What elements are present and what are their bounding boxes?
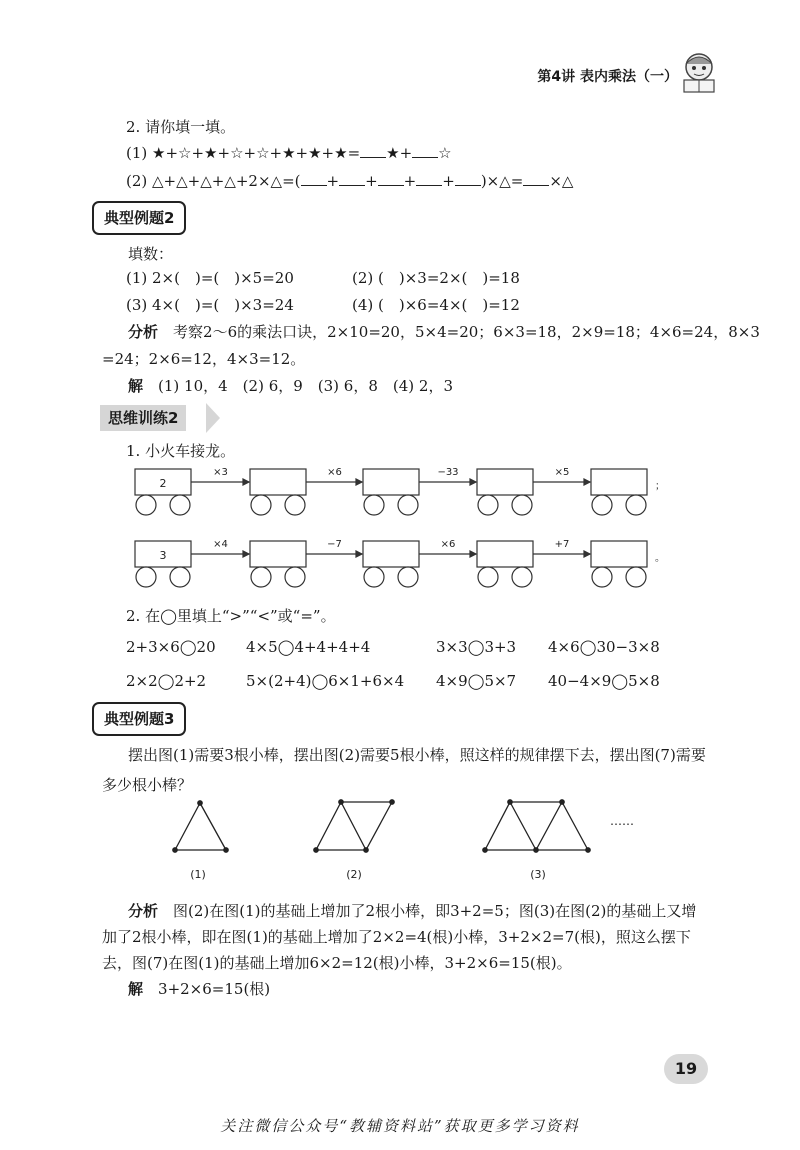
ellipsis: ……	[610, 814, 634, 828]
stick	[485, 802, 510, 850]
example-2-q2: (2) ( )×3=2×( )=18	[352, 269, 520, 287]
example-3-solution	[128, 978, 270, 999]
stick-joint	[314, 848, 318, 852]
solution-text: 3+2×6=15(根)	[158, 980, 271, 998]
example-2-q1: (1) 2×( )=( )×5=20	[126, 269, 294, 287]
footer-note: 关注微信公众号“教辅资料站”获取更多学习资料	[220, 1117, 580, 1135]
stick-joint	[508, 800, 512, 804]
example-3-problem-line2: 多少根小棒？	[102, 776, 193, 794]
plus-sign: +	[403, 172, 417, 190]
stick	[536, 802, 562, 850]
compare-1: 2+3×6◯20	[126, 638, 216, 656]
compare-2: 4×5◯4+4+4+4	[246, 638, 371, 656]
analysis-label: 分析	[128, 902, 159, 920]
compare-5: 2×2◯2+2	[126, 672, 207, 690]
solution-text: (1) 10，4 (2) 6，9 (3) 6，8 (4) 2，3	[158, 377, 453, 395]
page-number: 19	[664, 1054, 708, 1084]
analysis-text: 考察2～6的乘法口诀，2×10=20，5×4=20；6×3=18，2×9=18；4×6=24，8×3	[173, 323, 760, 341]
example-2-intro: 填数：	[128, 245, 174, 263]
line2-expression: (2) △+△+△+△+2×△=(	[126, 172, 301, 190]
stick-joint	[364, 848, 368, 852]
figure-label: (1)	[190, 868, 206, 881]
compare-4: 4×6◯30−3×8	[548, 638, 660, 656]
stick-joint	[586, 848, 590, 852]
example-3-problem-line1: 摆出图(1)需要3根小棒，摆出图(2)需要5根小棒，照这样的规律摆下去，摆出图(7)需要	[128, 746, 706, 764]
figure-label: (3)	[530, 868, 546, 881]
compare-6: 5×(2+4)◯6×1+6×4	[246, 672, 405, 690]
question-2-title: 2. 请你填一填。	[126, 118, 236, 136]
line2-close: )×△=	[480, 172, 524, 190]
stick	[341, 802, 366, 850]
stick	[366, 802, 392, 850]
stick-joint	[534, 848, 538, 852]
example-2-q4: (4) ( )×6=4×( )=12	[352, 296, 520, 314]
line1-hollow-star: ☆	[438, 144, 452, 162]
train-operation: +7	[554, 539, 570, 550]
train-operation: ×3	[213, 467, 228, 478]
figure-label: (2)	[346, 868, 362, 881]
example-3-analysis-line3: 去，图(7)在图(1)的基础上增加6×2=12(根)小棒，3+2×6=15(根)。	[102, 954, 572, 972]
stick-joint	[224, 848, 228, 852]
stick	[562, 802, 588, 850]
compare-8: 40−4×9◯5×8	[548, 672, 660, 690]
train-operation: ×6	[440, 539, 456, 550]
training-2-heading: 思维训练2	[100, 405, 186, 431]
stick-joint	[173, 848, 177, 852]
training-q1: 1. 小火车接龙。	[126, 442, 236, 460]
solution-label: 解	[128, 377, 144, 395]
compare-3: 3×3◯3+3	[436, 638, 517, 656]
stick-joint	[390, 800, 394, 804]
stick-joint	[339, 800, 343, 804]
train-operation: ×5	[554, 467, 570, 478]
line1-expression: (1) ★+☆+★+☆+☆+★+★+★=	[126, 144, 361, 162]
training-q2: 2. 在◯里填上“>”“<”或“=”。	[126, 607, 336, 625]
stick-joint	[483, 848, 487, 852]
example-2-q3: (3) 4×( )=( )×3=24	[126, 296, 294, 314]
line2-triangle: ×△	[549, 172, 574, 190]
example-2-analysis-line2: =24；2×6=12，4×3=12。	[102, 350, 306, 368]
example-3-analysis-line2: 加了2根小棒，即在图(1)的基础上增加了2×2=4(根)小棒，3+2×2=7(根)，照这么摆下	[102, 928, 691, 946]
example-3-heading: 典型例题3	[92, 702, 186, 736]
plus-sign: +	[442, 172, 455, 190]
train-start-value: 3	[159, 549, 167, 562]
example-2-heading: 典型例题2	[92, 201, 186, 235]
compare-7: 4×9◯5×7	[436, 672, 517, 690]
stick	[200, 803, 226, 850]
train-start-value: 2	[159, 477, 167, 490]
solution-label: 解	[128, 980, 144, 998]
train-operation: ×6	[327, 467, 342, 478]
analysis-label: 分析	[128, 323, 159, 341]
train-operation: −33	[437, 467, 459, 478]
chapter-header: 第4讲 表内乘法（一）	[537, 69, 678, 85]
stick	[175, 803, 200, 850]
train-end-mark: ；	[655, 481, 665, 492]
stick	[510, 802, 536, 850]
example-3-analysis-line1	[128, 900, 696, 921]
train-operation: ×4	[213, 539, 228, 550]
stick	[316, 802, 341, 850]
line1-star: ★+	[386, 144, 413, 162]
plus-sign: +	[326, 172, 340, 190]
train-operation: −7	[327, 539, 342, 550]
train-end-mark: 。	[655, 553, 665, 564]
stick-joint	[560, 800, 564, 804]
plus-sign: +	[365, 172, 378, 190]
stick-joint	[198, 801, 202, 805]
analysis-text: 图(2)在图(1)的基础上增加了2根小棒，即3+2=5；图(3)在图(2)的基础上又增	[173, 902, 697, 920]
